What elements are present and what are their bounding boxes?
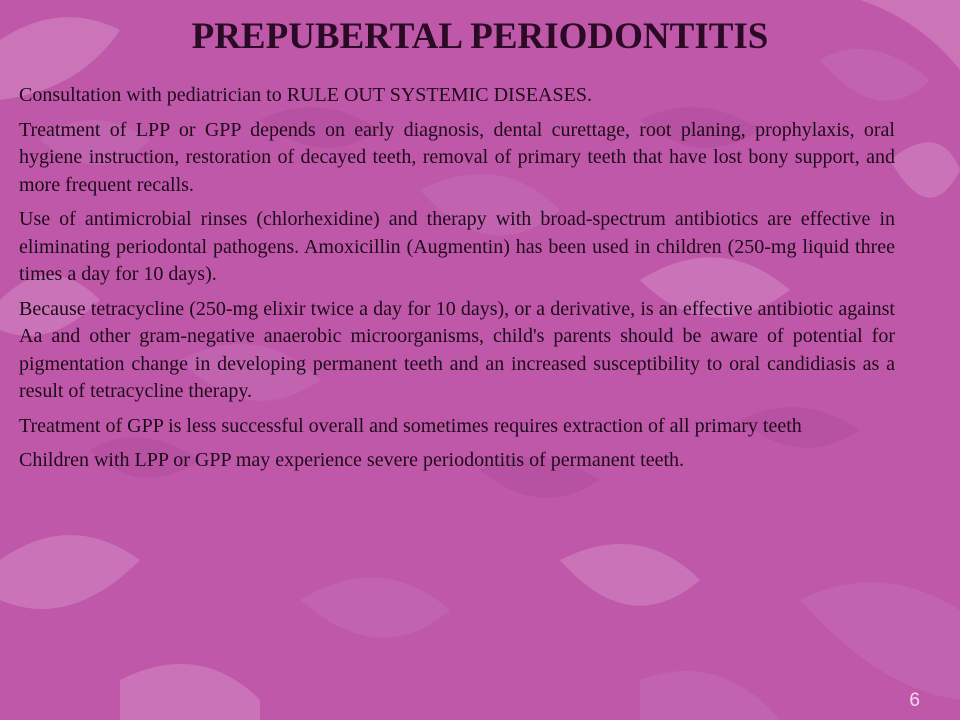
paragraph-tetracycline: Because tetracycline (250-mg elixir twice a day for 10 days), or a derivative, is an effective antibiotic against Aa and other gram-negative anaerobic microorganisms, child's parents should be aware of potential for pigmentation change in developing permanent teeth and an increased susceptibility to oral candidiasis as a result of tetracycline therapy. <box>19 297 895 402</box>
paragraph-consultation: Consultation with pediatrician to RULE OUT SYSTEMIC DISEASES. <box>19 84 592 106</box>
paragraph-permanent-teeth: Children with LPP or GPP may experience severe periodontitis of permanent teeth. <box>19 449 685 471</box>
paragraph-gpp-treatment: Treatment of GPP is less successful overall and sometimes requires extraction of all primary teeth <box>19 414 802 437</box>
slide-body <box>19 82 895 482</box>
page-number: 6 <box>909 690 920 711</box>
paragraph-antimicrobial-therapy: Use of antimicrobial rinses (chlorhexidine) and therapy with broad-spectrum antibiotics are effective in eliminating periodontal pathogens. Amoxicillin (Augmentin) has been used in children (250-mg liquid three times a day for 10 days). <box>19 208 895 285</box>
slide-title: PREPUBERTAL PERIODONTITIS <box>191 16 769 57</box>
paragraph-treatment-lpp-gpp: Treatment of LPP or GPP depends on early diagnosis, dental curettage, root planing, prophylaxis, oral hygiene instruction, restoration of decayed teeth, removal of primary teeth that have lost bony support, and more frequent recalls. <box>19 118 895 196</box>
